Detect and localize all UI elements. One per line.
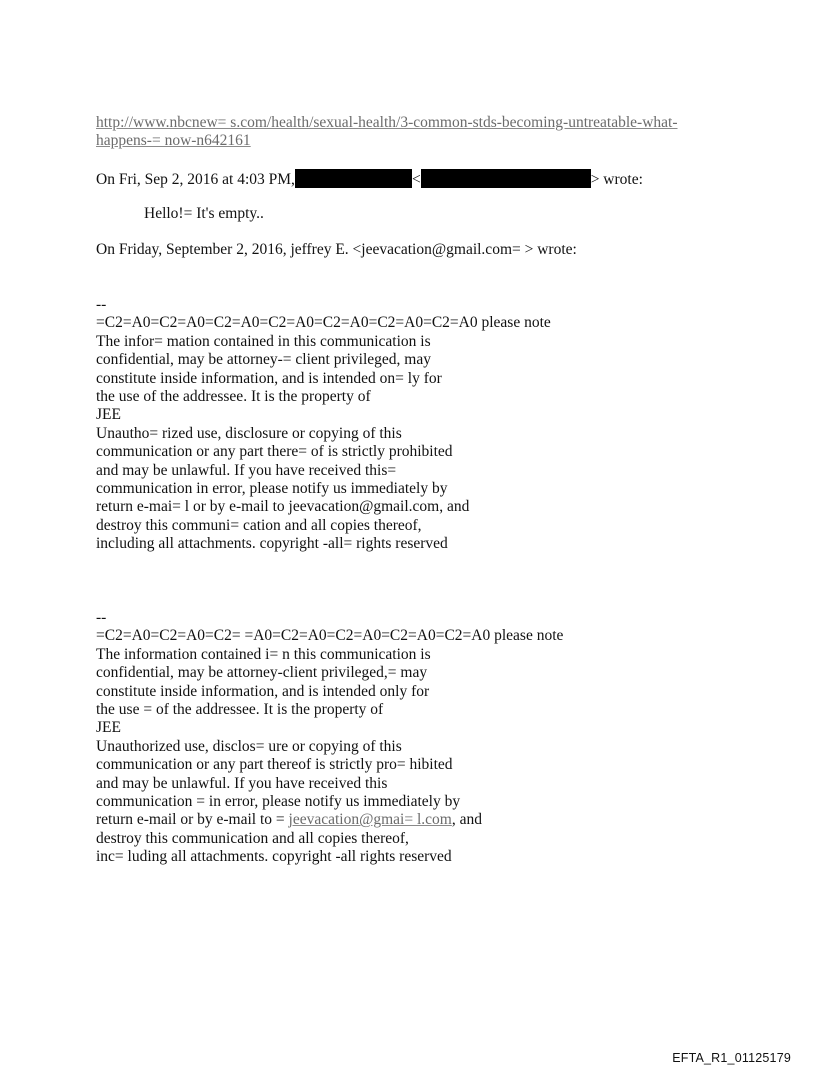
signature-separator: -- (96, 609, 107, 626)
signature-line: including all attachments. copyright -all= rights reserved (96, 535, 448, 553)
signature-line: The information contained i= n this communication is (96, 645, 431, 663)
signature-line: JEE (96, 406, 121, 424)
signature-line: destroy this communi= cation and all copies thereof, (96, 516, 422, 534)
reply-header-suffix: > wrote: (590, 171, 643, 188)
signature-line: and may be unlawful. If you have received this= (96, 461, 397, 479)
signature-line: communication = in error, please notify us immediately by (96, 793, 461, 811)
quoted-header: On Friday, September 2, 2016, jeffrey E. <jeevacation@gmail.com= > wrote: (96, 241, 577, 258)
redaction-sender-email (421, 169, 591, 188)
signature-email-line (96, 811, 563, 829)
redaction-sender-name (295, 169, 412, 188)
signature-line: constitute inside information, and is intended only for (96, 682, 430, 700)
article-url-line-2[interactable]: happens-= now-n642161 (96, 132, 251, 149)
signature-line: return e-mai= l or by e-mail to jeevacation@gmail.com, and (96, 498, 470, 516)
signature-email-suffix: , and (451, 811, 482, 829)
signature-line: confidential, may be attorney-= client privileged, may (96, 351, 431, 369)
signature-email-prefix: return e-mail or by e-mail to = (96, 811, 289, 829)
signature-line: JEE (96, 719, 121, 737)
signature-line: constitute inside information, and is intended on= ly for (96, 369, 442, 387)
signature-separator: -- (96, 296, 107, 313)
reply-body: Hello!= It's empty.. (144, 205, 264, 222)
signature-line: Unauthorized use, disclos= ure or copying of this (96, 737, 402, 755)
signature-line: =C2=A0=C2=A0=C2= =A0=C2=A0=C2=A0=C2=A0=C2=A0 please note (96, 627, 564, 645)
article-url-line-1[interactable]: http://www.nbcnew= s.com/health/sexual-health/3-common-stds-becoming-untreatable-what- (96, 114, 678, 131)
signature-line: communication in error, please notify us immediately by (96, 480, 448, 498)
signature-block-2 (96, 609, 563, 867)
signature-line: destroy this communication and all copies thereof, (96, 829, 409, 847)
document-id-footer: EFTA_R1_01125179 (672, 1051, 791, 1065)
reply-header-bracket: < (411, 171, 421, 188)
signature-line: Unautho= rized use, disclosure or copying of this (96, 424, 402, 442)
signature-line: and may be unlawful. If you have received this (96, 774, 388, 792)
signature-email-link[interactable]: jeevacation@gmai= l.com (288, 811, 452, 829)
reply-header-prefix: On Fri, Sep 2, 2016 at 4:03 PM, (96, 171, 295, 188)
signature-line: confidential, may be attorney-client privileged,= may (96, 664, 428, 682)
signature-line: The infor= mation contained in this communication is (96, 332, 431, 350)
signature-line: the use of the addressee. It is the property of (96, 388, 371, 406)
signature-line: communication or any part thereof is strictly pro= hibited (96, 756, 453, 774)
signature-line: =C2=A0=C2=A0=C2=A0=C2=A0=C2=A0=C2=A0=C2=A0 please note (96, 314, 551, 332)
reply-header (96, 169, 643, 189)
signature-block-1 (96, 296, 551, 554)
signature-line: communication or any part there= of is strictly prohibited (96, 443, 453, 461)
signature-line: the use = of the addressee. It is the property of (96, 701, 384, 719)
signature-line: inc= luding all attachments. copyright -all rights reserved (96, 848, 452, 866)
